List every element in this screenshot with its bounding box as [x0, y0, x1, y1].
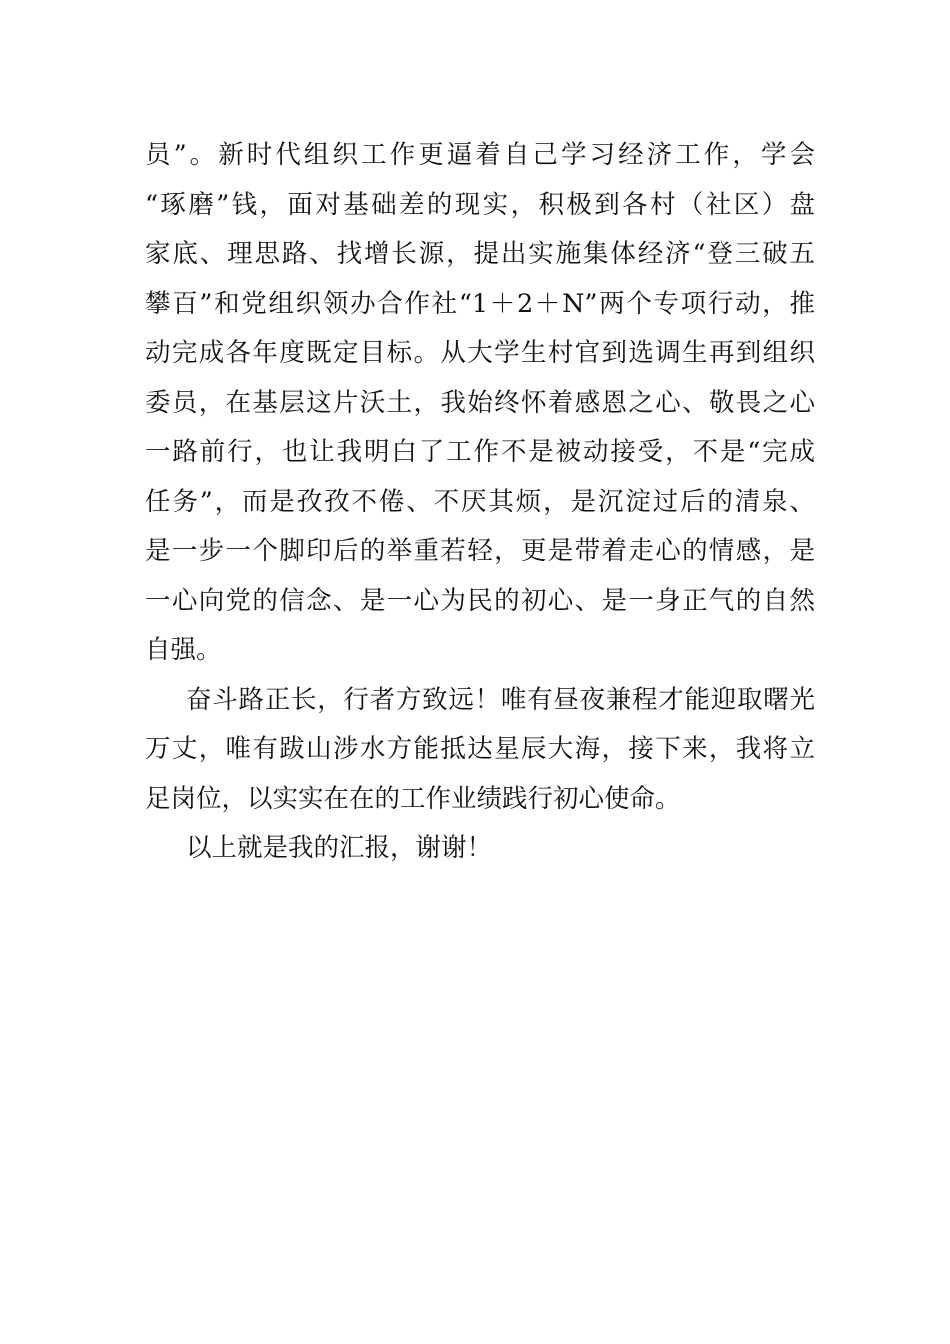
text-line: 家底、理思路、找增长源，提出实施集体经济“登三破五: [145, 239, 815, 269]
text-line: 任务”，而是孜孜不倦、不厌其烦，是沉淀过后的清泉、: [145, 486, 815, 517]
paragraph-closing: [145, 824, 815, 874]
text-line: 以上就是我的汇报，谢谢！: [186, 833, 493, 863]
text-line: 一心向党的信念、是一心为民的初心、是一身正气的自然: [145, 585, 815, 616]
text-line: 攀百”和党组织领办合作社“1＋2＋N”两个专项行动，推: [145, 288, 815, 319]
text-line: 自强。: [145, 635, 222, 665]
text-line: 是一步一个脚印后的举重若轻，更是带着走心的情感，是: [145, 536, 815, 566]
paragraph-continuation: [145, 131, 815, 676]
text-line: “琢磨”钱，面对基础差的现实，积极到各村（社区）盘: [145, 189, 815, 220]
text-line: 奋斗路正长，行者方致远！唯有昼夜兼程才能迎取曙光: [186, 684, 815, 715]
text-line: 一路前行，也让我明白了工作不是被动接受，不是“完成: [145, 437, 815, 467]
text-line: 足岗位，以实实在在的工作业绩践行初心使命。: [145, 783, 681, 814]
text-line: 动完成各年度既定目标。从大学生村官到选调生再到组织: [145, 338, 815, 368]
text-line: 员”。新时代组织工作更逼着自己学习经济工作，学会: [145, 140, 815, 170]
text-line: 万丈，唯有跋山涉水方能抵达星辰大海，接下来，我将立: [145, 734, 815, 764]
document-body: [145, 131, 815, 874]
text-line: 委员，在基层这片沃土，我始终怀着感恩之心、敬畏之心: [145, 387, 815, 418]
paragraph-outlook: [145, 676, 815, 825]
